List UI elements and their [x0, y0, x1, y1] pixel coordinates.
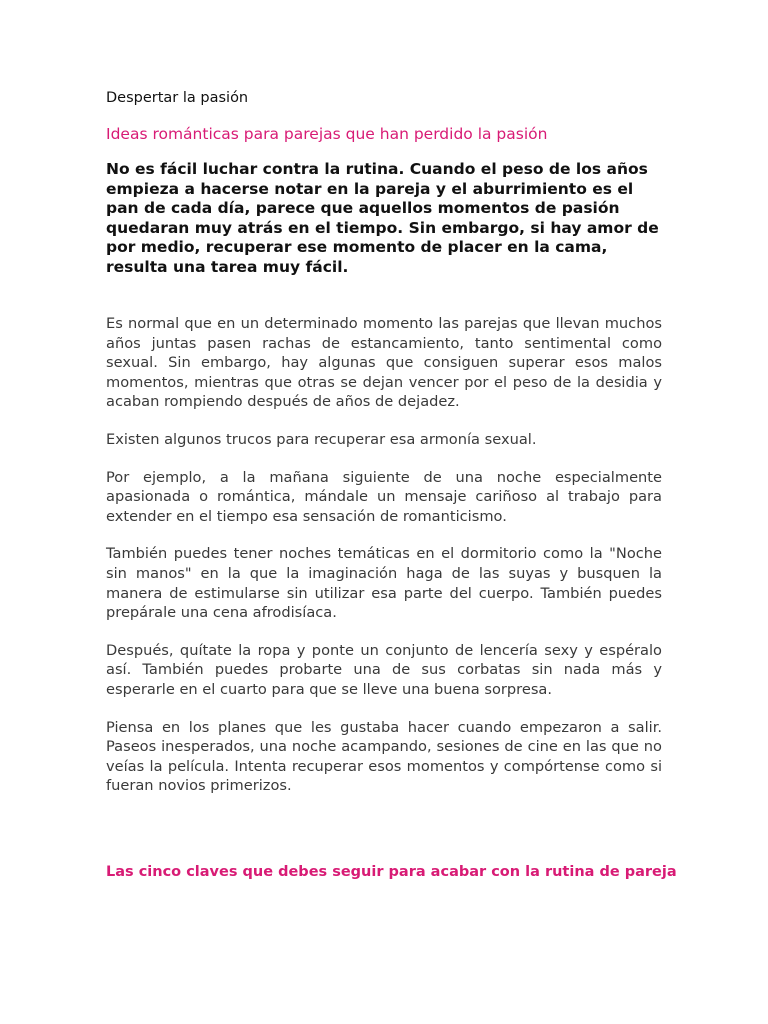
section-heading: Las cinco claves que debes seguir para acabar con la rutina de pareja	[106, 864, 677, 880]
body-paragraph-2: Existen algunos trucos para recuperar esa armonía sexual.	[106, 430, 537, 448]
body-paragraph-1: Es normal que en un determinado momento las parejas que llevan muchos años juntas pasen rachas de estancamiento, tanto sentimental como sexual. Sin embargo, hay algunas que consiguen superar esos malos momentos, mientras que otras se dejan vencer por el peso de la desidia y acaban rompiendo después de años de dejadez.	[106, 315, 662, 411]
document-title: Despertar la pasión	[106, 90, 249, 106]
body-paragraph-4: También puedes tener noches temáticas en el dormitorio como la "Noche sin manos" en la que la imaginación haga de las suyas y busquen la manera de estimularse sin utilizar esa parte del cuerpo. También puedes prepárale una cena afrodisíaca.	[106, 545, 662, 622]
body-paragraph-6: Piensa en los planes que les gustaba hacer cuando empezaron a salir. Paseos inesperados, una noche acampando, sesiones de cine en las que no veías la película. Intenta recuperar esos momentos y compórtense como si fueran novios primerizos.	[106, 718, 662, 795]
body-paragraph-3: Por ejemplo, a la mañana siguiente de una noche especialmente apasionada o romántica, mándale un mensaje cariñoso al trabajo para extender en el tiempo esa sensación de romanticismo.	[106, 468, 662, 525]
lead-paragraph: No es fácil luchar contra la rutina. Cuando el peso de los años empieza a hacerse notar en la pareja y el aburrimiento es el pan de cada día, parece que aquellos momentos de pasión quedaran muy atrás en el tiempo. Sin embargo, si hay amor de por medio, recuperar ese momento de placer en la cama, resulta una tarea muy fácil.	[106, 160, 659, 276]
body-paragraph-5: Después, quítate la ropa y ponte un conjunto de lencería sexy y espéralo así. También puedes probarte una de sus corbatas sin nada más y esperarle en el cuarto para que se lleve una buena sorpresa.	[106, 641, 662, 698]
document-page	[106, 88, 662, 796]
document-subtitle: Ideas románticas para parejas que han perdido la pasión	[106, 125, 548, 143]
